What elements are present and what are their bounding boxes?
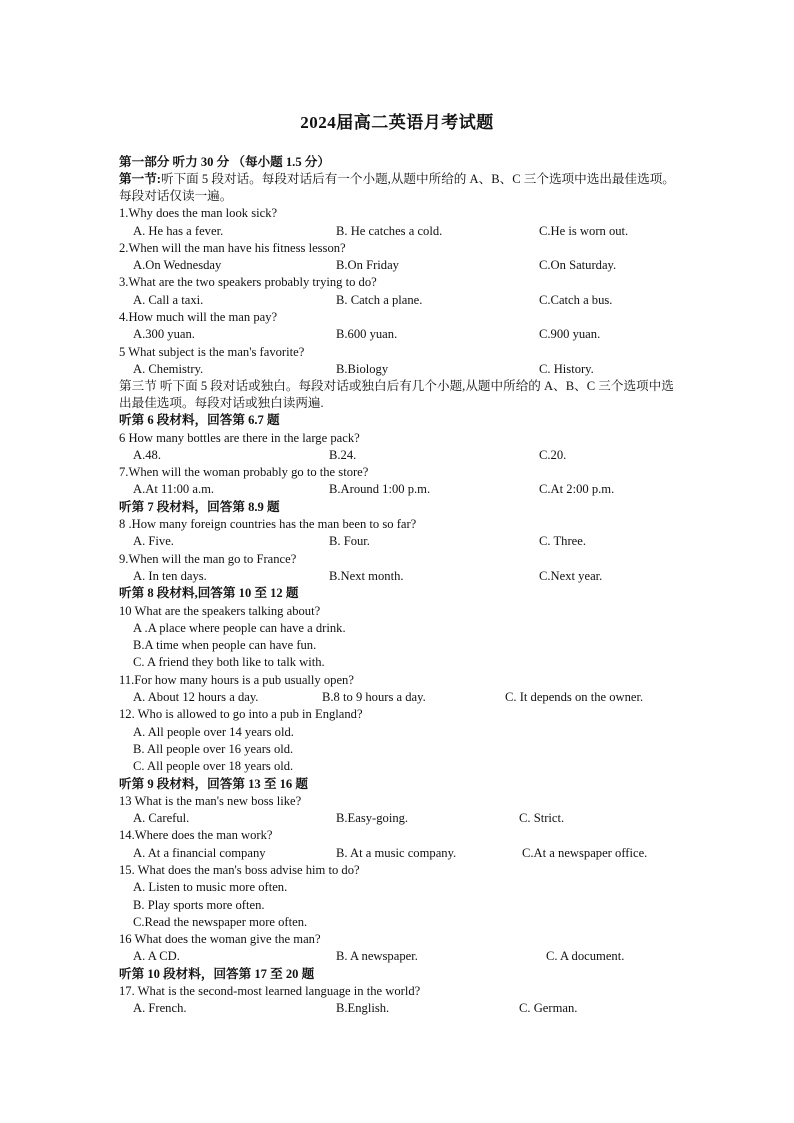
section1-instructions [119,171,679,205]
option-c: C.Read the newspaper more often. [133,914,308,929]
section1-label: 第一节: [119,172,161,187]
question-8: 8 .How many foreign countries has the man been to so far? [119,517,417,532]
option-b: B.Biology [336,361,389,376]
option-c: C. Strict. [519,811,565,826]
options-7 [119,481,679,498]
option-b: B.Around 1:00 p.m. [329,482,431,497]
question-1: 1.Why does the man look sick? [119,206,278,221]
question-7: 7.When will the woman probably go to the store? [119,465,369,480]
options-3 [119,292,679,309]
page-title: 2024届高二英语月考试题 [300,113,494,132]
option-c: C. It depends on the owner. [505,690,644,705]
option-a: A.300 yuan. [133,327,195,342]
option-c: C. Three. [539,534,586,549]
question-14: 14.Where does the man work? [119,828,273,843]
option-b: B. Four. [329,534,370,549]
option-c: C. History. [539,361,594,376]
option-b: B. He catches a cold. [336,223,443,238]
option-b: B. Catch a plane. [336,292,423,307]
options-1 [119,223,679,240]
option-c: C.Next year. [539,568,603,583]
option-a: A. Careful. [133,811,190,826]
option-a: A.On Wednesday [133,258,222,273]
option-c: C. A friend they both like to talk with. [133,655,325,670]
question-6: 6 How many bottles are there in the large pack? [119,430,360,445]
option-b: B.On Friday [336,258,399,273]
option-c: C.Catch a bus. [539,292,613,307]
material-heading-7: 听第 7 段材料，回答第 8.9 题 [119,499,280,514]
material-heading-6: 听第 6 段材料，回答第 6.7 题 [119,413,280,428]
options-8 [119,533,679,550]
question-17: 17. What is the second-most learned language in the world? [119,984,421,999]
question-3: 3.What are the two speakers probably trying to do? [119,275,377,290]
option-c: C. All people over 18 years old. [133,759,294,774]
question-15: 15. What does the man's boss advise him to do? [119,862,360,877]
option-b: B.Next month. [329,568,404,583]
option-a: A.At 11:00 a.m. [133,482,215,497]
options-9 [119,568,679,585]
question-11: 11.For how many hours is a pub usually open? [119,672,354,687]
option-a: A. A CD. [133,949,180,964]
question-4: 4.How much will the man pay? [119,310,278,325]
options-17 [119,1000,679,1017]
option-a: A. About 12 hours a day. [133,690,259,705]
options-11 [119,689,679,706]
question-16: 16 What does the woman give the man? [119,932,321,947]
material-heading-9: 听第 9 段材料，回答第 13 至 16 题 [119,776,308,791]
options-14 [119,845,679,862]
options-16 [119,948,679,965]
option-b: B.24. [329,447,357,462]
option-a: A. Five. [133,534,174,549]
option-c: C.He is worn out. [539,223,629,238]
options-13 [119,810,679,827]
options-6 [119,447,679,464]
option-a: A. At a financial company [133,845,266,860]
option-a: A.48. [133,447,161,462]
exam-content [119,154,679,1018]
option-c: C. German. [519,1001,578,1016]
option-b: B.600 yuan. [336,327,398,342]
options-5 [119,361,679,378]
material-heading-10: 听第 10 段材料，回答第 17 至 20 题 [119,966,315,981]
option-b: B. At a music company. [336,845,457,860]
question-13: 13 What is the man's new boss like? [119,793,302,808]
option-c: C.At a newspaper office. [522,845,648,860]
option-a: A. He has a fever. [133,223,224,238]
option-b: B.8 to 9 hours a day. [322,690,426,705]
option-c: C.900 yuan. [539,327,601,342]
section1-text: 听下面 5 段对话。每段对话后有一个小题,从题中所给的 A、B、C 三个选项中选出最佳选项。每段对话仅读一遍。 [119,172,675,204]
option-a: A. Chemistry. [133,361,204,376]
option-c: C.On Saturday. [539,258,617,273]
option-b: B.Easy-going. [336,811,409,826]
option-a: A. All people over 14 years old. [133,724,294,739]
option-a: A. Call a taxi. [133,292,204,307]
question-9: 9.When will the man go to France? [119,551,297,566]
question-2: 2.When will the man have his fitness lesson? [119,240,346,255]
option-a: A. In ten days. [133,568,207,583]
section3-instructions: 第三节 听下面 5 段对话或独白。每段对话或独白后有几个小题,从题中所给的 A、B、C 三个选项中选出最佳选项。每段对话或独白读两遍. [119,379,674,411]
option-b: B. A newspaper. [336,949,418,964]
question-10: 10 What are the speakers talking about? [119,603,321,618]
options-4 [119,326,679,343]
option-c: C. A document. [546,949,625,964]
question-12: 12. Who is allowed to go into a pub in England? [119,707,363,722]
option-b: B.A time when people can have fun. [133,638,317,653]
option-c: C.20. [539,447,567,462]
option-b: B. Play sports more often. [133,897,265,912]
option-a: A. French. [133,1001,187,1016]
option-c: C.At 2:00 p.m. [539,482,615,497]
option-a: A. Listen to music more often. [133,880,288,895]
question-5: 5 What subject is the man's favorite? [119,344,305,359]
option-b: B.English. [336,1001,390,1016]
option-b: B. All people over 16 years old. [133,741,294,756]
options-2 [119,257,679,274]
material-heading-8: 听第 8 段材料,回答第 10 至 12 题 [119,586,299,601]
part1-heading: 第一部分 听力 30 分 （每小题 1.5 分） [119,155,330,169]
option-a: A .A place where people can have a drink. [133,620,346,635]
